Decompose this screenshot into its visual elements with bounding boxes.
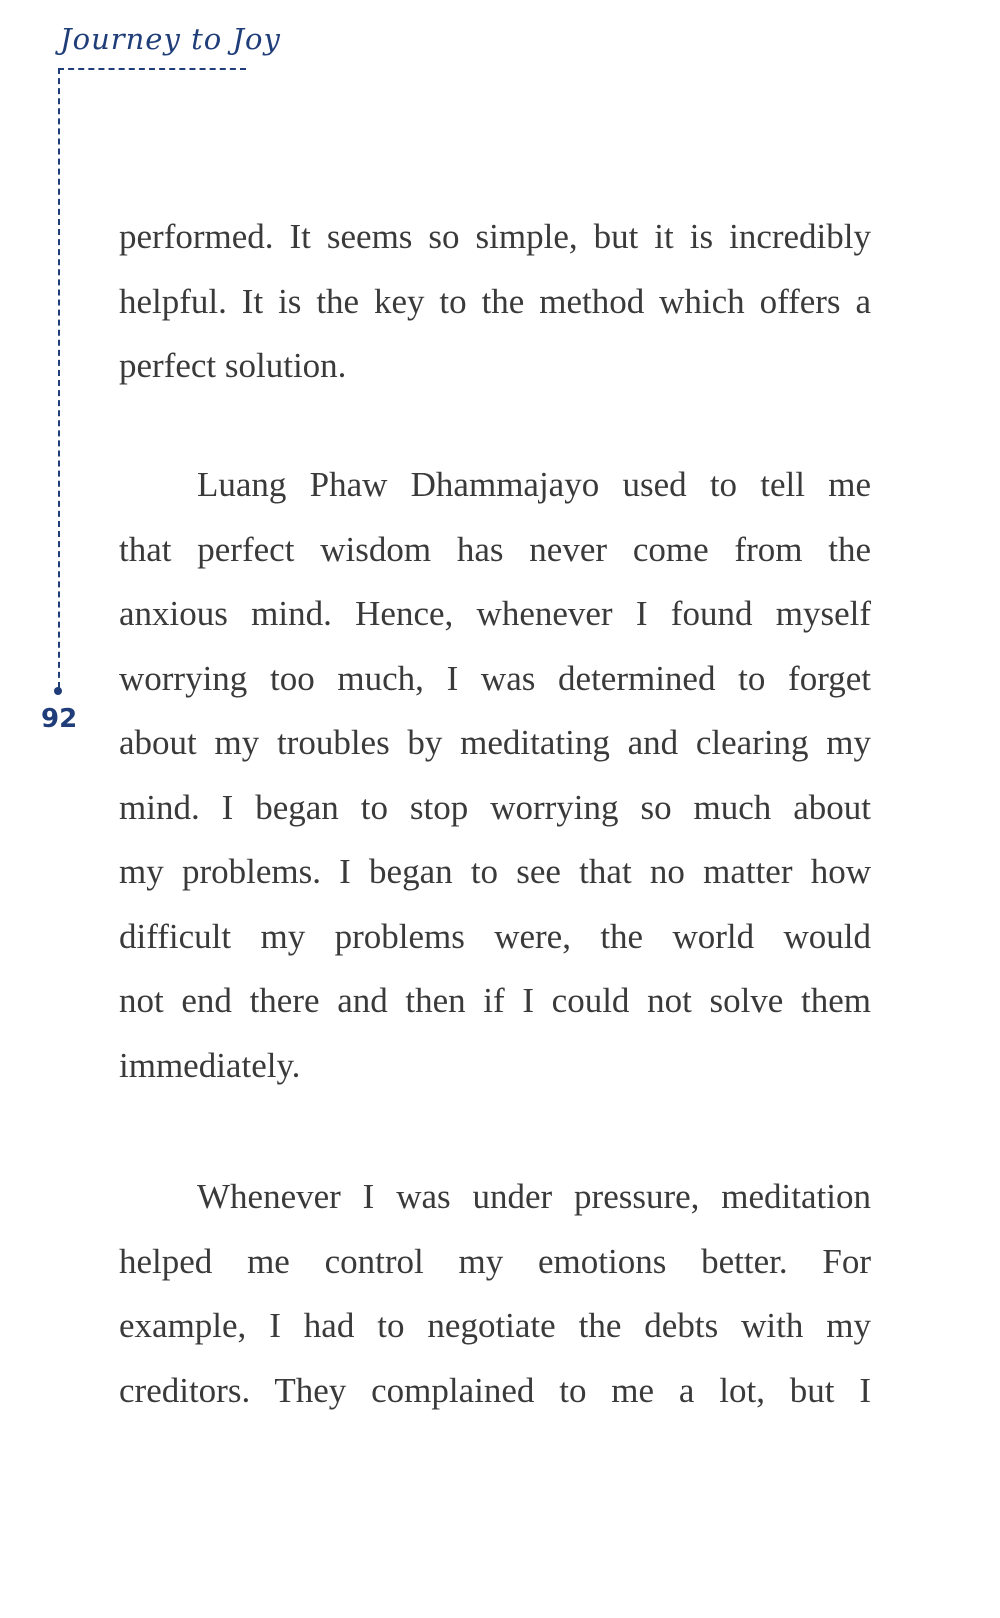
page-number: 92 xyxy=(41,704,78,734)
header-dashed-rule xyxy=(58,68,246,70)
text-line: mind. I began to stop worrying so much about xyxy=(119,787,871,827)
text-line: immediately. xyxy=(119,1045,301,1085)
text-line: helpful. It is the key to the method which offers a xyxy=(119,281,871,321)
margin-dashed-rule xyxy=(58,68,60,688)
text-line: creditors. They complained to me a lot, but I xyxy=(119,1370,871,1410)
text-line: difficult my problems were, the world would xyxy=(119,916,871,956)
text-line: example, I had to negotiate the debts with my xyxy=(119,1306,871,1345)
text-line: perfect solution. xyxy=(119,346,347,385)
paragraph-1 xyxy=(119,205,871,399)
text-line: my problems. I began to see that no matter how xyxy=(119,852,871,891)
running-head-title: Journey to Joy xyxy=(60,22,281,56)
margin-rule-dot xyxy=(54,687,62,695)
paragraph-3 xyxy=(119,1165,871,1423)
text-line: worrying too much, I was determined to forget xyxy=(119,658,871,698)
text-line: about my troubles by meditating and clearing my xyxy=(119,723,871,762)
text-line: Luang Phaw Dhammajayo used to tell me xyxy=(197,465,871,504)
text-line: not end there and then if I could not solve them xyxy=(119,981,871,1020)
text-line: that perfect wisdom has never come from the xyxy=(119,529,871,569)
text-line: performed. It seems so simple, but it is incredibly xyxy=(119,217,871,256)
text-line: Whenever I was under pressure, meditation xyxy=(197,1177,871,1216)
text-line: anxious mind. Hence, whenever I found myself xyxy=(119,594,871,633)
paragraph-2 xyxy=(119,453,871,1098)
text-line: helped me control my emotions better. For xyxy=(119,1241,871,1281)
